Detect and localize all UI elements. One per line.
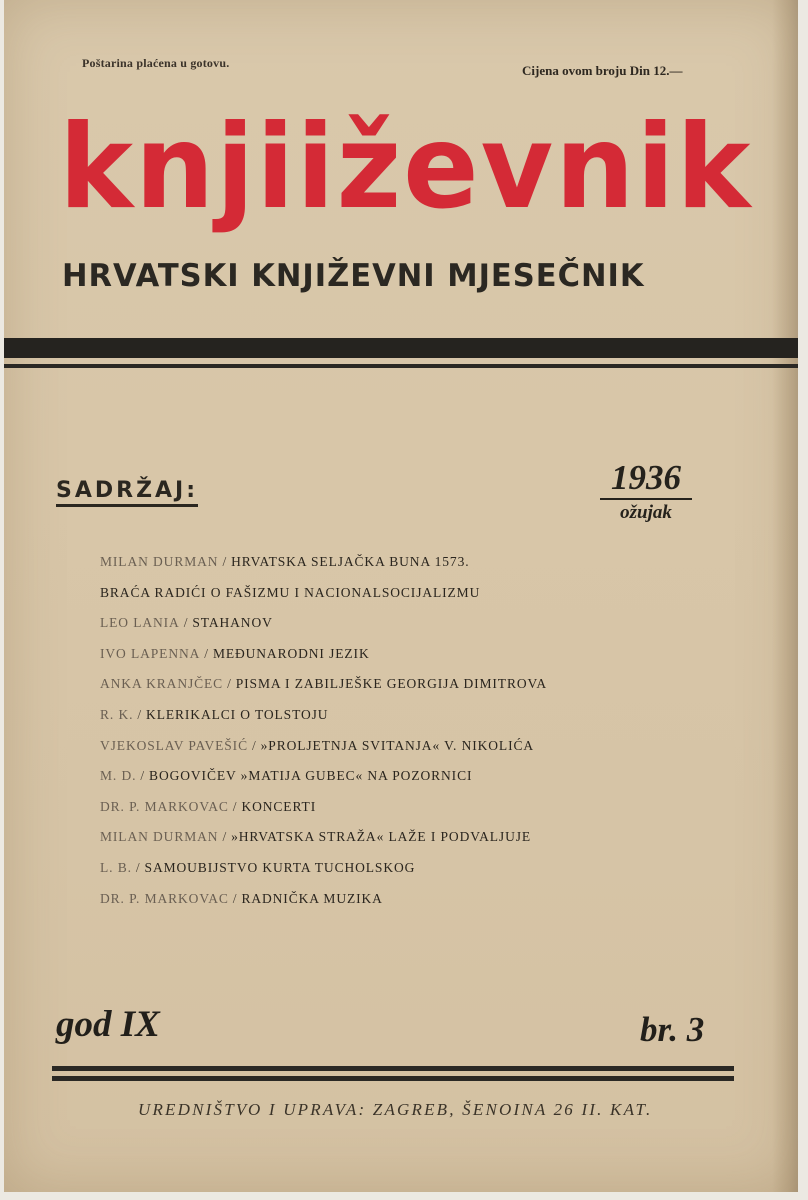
toc-title: SAMOUBIJSTVO KURTA TUCHOLSKOG xyxy=(144,859,416,875)
toc-separator: / xyxy=(232,890,238,906)
masthead-rule-thin xyxy=(4,364,798,368)
footer-rule-top xyxy=(52,1066,734,1071)
magazine-title: knjiiževnik xyxy=(59,100,753,235)
toc-item xyxy=(100,829,547,860)
toc-title: BRAĆA RADIĆI O FAŠIZMU I NACIONALSOCIJALIZMU xyxy=(100,584,481,600)
footer-rule-bottom xyxy=(52,1076,734,1081)
masthead-rule-thick xyxy=(4,338,798,358)
toc-author: MILAN DURMAN xyxy=(100,829,219,845)
toc-author: IVO LAPENNA xyxy=(100,645,201,661)
toc-separator: / xyxy=(251,737,257,753)
toc-author: VJEKOSLAV PAVEŠIĆ xyxy=(100,737,248,753)
toc-author: M. D. xyxy=(100,768,137,784)
toc-item xyxy=(100,799,547,830)
toc-separator: / xyxy=(137,706,143,722)
issue-month: ožujak xyxy=(620,502,672,523)
toc-item xyxy=(100,615,547,646)
toc-separator: / xyxy=(140,768,146,784)
volume-number: god IX xyxy=(56,1004,160,1045)
issue-price: Cijena ovom broju Din 12.— xyxy=(522,63,683,78)
toc-item xyxy=(100,768,547,799)
toc-title: RADNIČKA MUZIKA xyxy=(241,890,383,906)
magazine-subtitle: HRVATSKI KNJIŽEVNI MJESEČNIK xyxy=(62,258,645,294)
toc-title: MEĐUNARODNI JEZIK xyxy=(212,645,370,661)
toc-separator: / xyxy=(135,859,141,875)
toc-item xyxy=(100,646,547,677)
toc-title: HRVATSKA SELJAČKA BUNA 1573. xyxy=(231,554,470,569)
contents-heading: SADRŽAJ: xyxy=(56,478,198,507)
toc-author: DR. P. MARKOVAC xyxy=(100,798,229,814)
toc-title: »HRVATSKA STRAŽA« LAŽE I PODVALJUJE xyxy=(231,829,532,845)
toc-separator: / xyxy=(183,615,189,631)
editorial-address: UREDNIŠTVO I UPRAVA: ZAGREB, ŠENOINA 26 II. KAT. xyxy=(138,1100,653,1119)
toc-title: KONCERTI xyxy=(241,798,317,814)
toc-item xyxy=(100,891,547,922)
toc-author: DR. P. MARKOVAC xyxy=(100,890,229,906)
toc-title: PISMA I ZABILJEŠKE GEORGIJA DIMITROVA xyxy=(235,676,548,692)
magazine-cover xyxy=(4,0,798,1192)
toc-separator: / xyxy=(222,829,228,845)
toc-item xyxy=(100,738,547,769)
issue-year: 1936 xyxy=(600,458,692,500)
toc-title: »PROLJETNJA SVITANJA« V. NIKOLIĆA xyxy=(260,737,535,753)
toc-author: R. K. xyxy=(100,706,134,722)
toc-separator: / xyxy=(204,645,209,661)
toc-item xyxy=(100,585,547,616)
toc-item xyxy=(100,860,547,891)
toc-title: STAHANOV xyxy=(192,615,273,631)
toc-author: L. B. xyxy=(100,859,132,875)
toc-author: ANKA KRANJČEC xyxy=(100,676,224,692)
toc-title: BOGOVIČEV »MATIJA GUBEC« NA POZORNICI xyxy=(149,768,473,784)
issue-number: br. 3 xyxy=(640,1010,705,1049)
toc-author: LEO LANIA xyxy=(100,615,180,631)
toc-separator: / xyxy=(232,798,238,814)
postage-note: Poštarina plaćena u gotovu. xyxy=(82,56,230,70)
toc-separator: / xyxy=(222,554,228,569)
toc-item xyxy=(100,707,547,738)
toc-item xyxy=(100,554,547,585)
toc-item xyxy=(100,676,547,707)
toc-separator: / xyxy=(227,676,232,692)
table-of-contents xyxy=(100,554,547,921)
toc-title: KLERIKALCI O TOLSTOJU xyxy=(146,706,329,722)
toc-author: MILAN DURMAN xyxy=(100,554,219,569)
cover-edge-shadow xyxy=(772,0,798,1192)
